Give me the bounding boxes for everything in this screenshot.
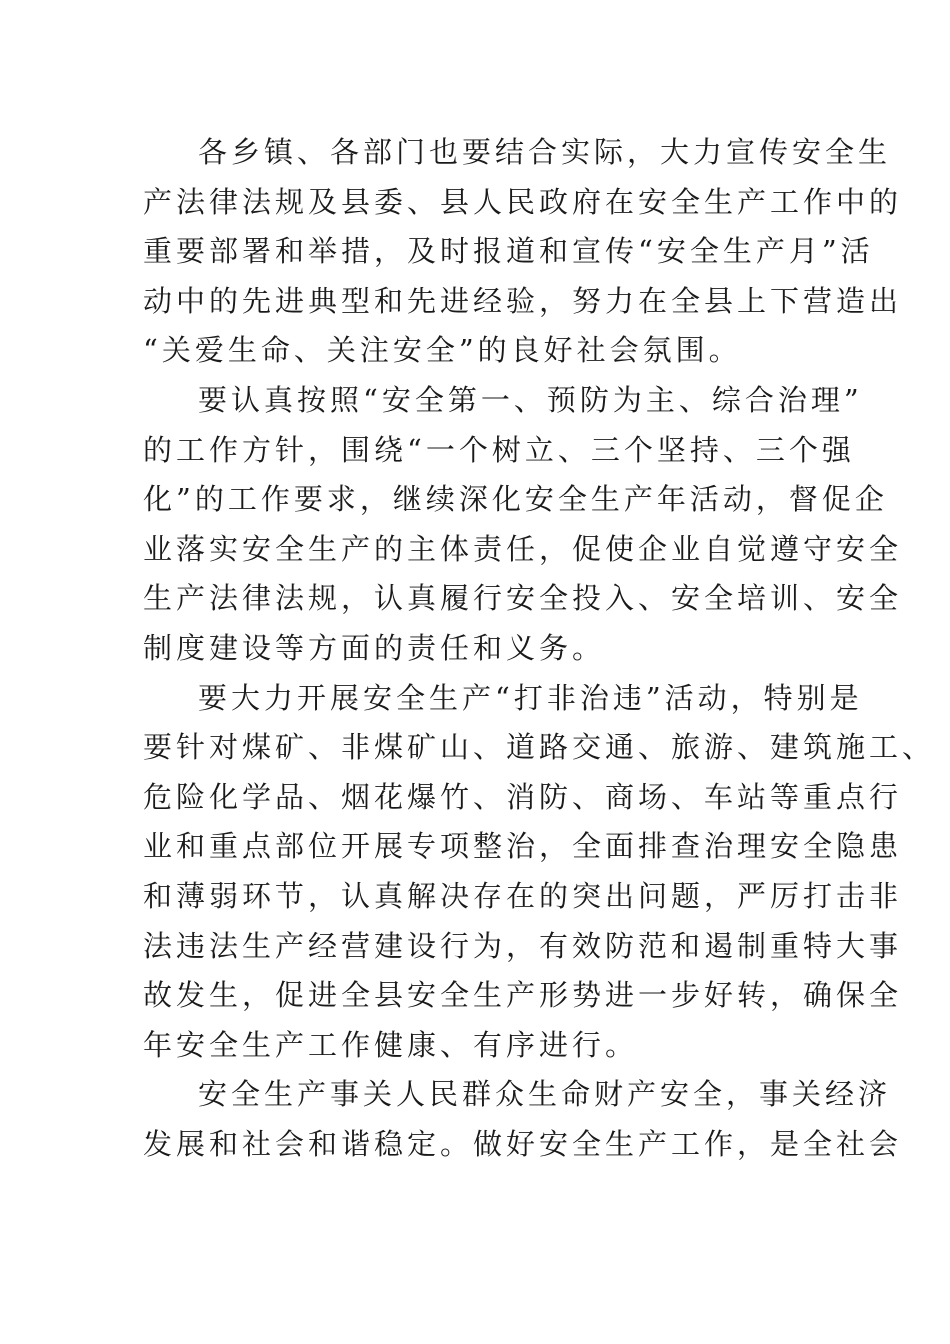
text-line: 和薄弱环节，认真解决存在的突出问题，严厉打击非 — [143, 878, 903, 913]
text-line: 要大力开展安全生产“打非治违”活动，特别是 — [198, 680, 863, 715]
text-line: 故发生，促进全县安全生产形势进一步好转，确保全 — [143, 978, 903, 1013]
text-line: 要认真按照“安全第一、预防为主、综合治理” — [198, 382, 863, 417]
text-line: 安全生产事关人民群众生命财产安全，事关经济 — [198, 1077, 892, 1112]
text-line: 生产法律法规，认真履行安全投入、安全培训、安全 — [143, 581, 903, 616]
text-line: 各乡镇、各部门也要结合实际，大力宣传安全生 — [198, 135, 892, 169]
paragraph-2 — [143, 376, 903, 674]
text-line: 年安全生产工作健康、有序进行。 — [143, 1027, 639, 1062]
text-line: 重要部署和举措，及时报道和宣传“安全生产月”活 — [143, 234, 874, 269]
text-line: 动中的先进典型和先进经验，努力在全县上下营造出 — [143, 283, 903, 318]
text-line: 业和重点部位开展专项整治，全面排查治理安全隐患 — [143, 829, 903, 864]
text-line: 发展和社会和谐稳定。做好安全生产工作，是全社会 — [143, 1126, 903, 1161]
paragraph-3 — [143, 674, 936, 1071]
text-line: 产法律法规及县委、县人民政府在安全生产工作中的 — [143, 184, 903, 219]
text-line: “关爱生命、关注安全”的良好社会氛围。 — [143, 333, 742, 368]
text-line: 法违法生产经营建设行为，有效防范和遏制重特大事 — [143, 928, 903, 963]
paragraph-1 — [143, 128, 903, 376]
text-line: 化”的工作要求，继续深化安全生产年活动，督促企 — [143, 482, 888, 517]
paragraph-4 — [143, 1070, 903, 1169]
text-line: 危险化学品、烟花爆竹、消防、商场、车站等重点行 — [143, 779, 903, 814]
text-line: 制度建设等方面的责任和义务。 — [143, 630, 606, 665]
text-line: 业落实安全生产的主体责任，促使企业自觉遵守安全 — [143, 531, 903, 566]
text-line: 要针对煤矿、非煤矿山、道路交通、旅游、建筑施工、 — [143, 730, 936, 765]
document-body — [143, 128, 936, 1169]
text-line: 的工作方针，围绕“一个树立、三个坚持、三个强 — [143, 432, 855, 467]
